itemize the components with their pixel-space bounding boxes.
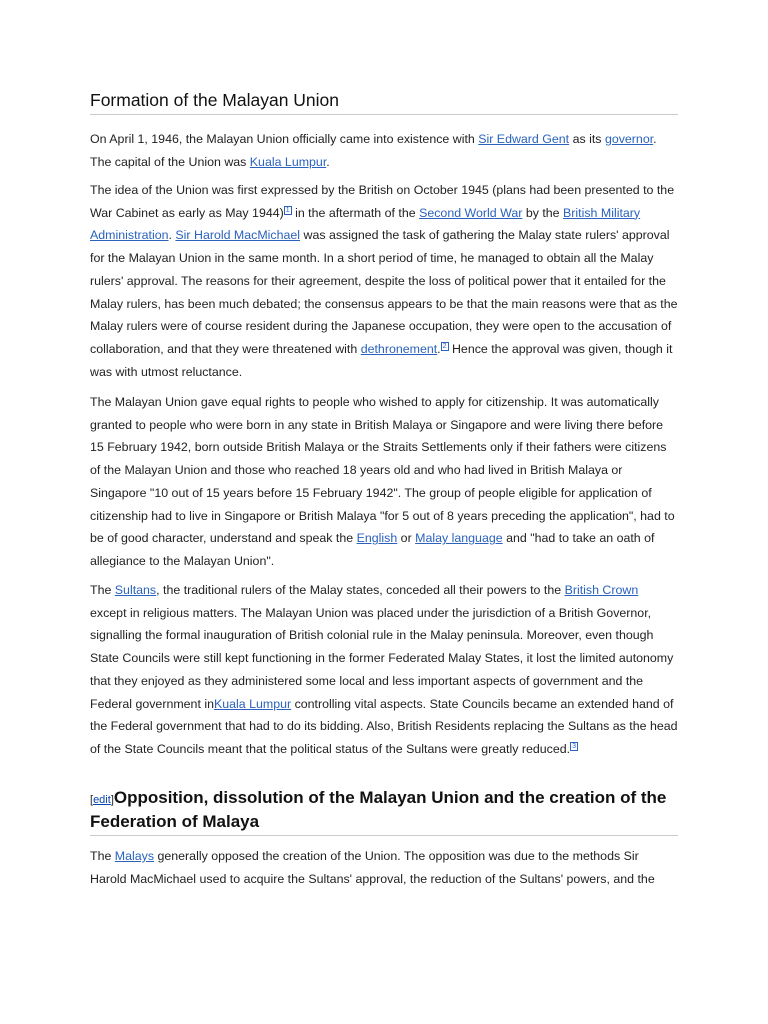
text: The <box>90 583 115 597</box>
link-kuala-lumpur[interactable]: Kuala Lumpur <box>249 154 327 169</box>
reference-3 <box>570 742 578 751</box>
link-kuala-lumpur-2[interactable]: Kuala Lumpur <box>213 696 292 711</box>
edit-link[interactable]: edit <box>93 794 111 806</box>
link-second-world-war[interactable]: Second World War <box>419 205 523 220</box>
link-sultans[interactable]: Sultans <box>114 583 157 597</box>
text: . <box>168 228 176 243</box>
text: as its <box>569 132 605 146</box>
text: . <box>326 154 330 169</box>
text: generally opposed the creation of the Union. The opposition was due to the methods Sir Harold MacMichael used to acquire the Sultans' approval, the reduction of the Sultans' powers, and the <box>90 849 655 886</box>
text: . The capital of the Union was <box>90 132 657 169</box>
paragraph-opposition-1 <box>90 845 678 890</box>
text: The <box>90 849 115 863</box>
reference-link-2[interactable]: 2 <box>442 342 447 350</box>
section-heading-opposition <box>90 787 678 836</box>
link-sir-harold-macmichael[interactable]: Sir Harold MacMichael <box>175 228 301 243</box>
text: except in religious matters. The Malayan Union was placed under the jurisdiction of a British Governor, signalling the formal inauguration of British colonial rule in the Malay peninsula. Moreover, even though State Councils were still kept functioning in the former Federated Malay States, it lost the limited autonomy that they enjoyed as they administered some local and less important aspects of government and the Federal government in <box>90 605 674 711</box>
text: , the traditional rulers of the Malay states, conceded all their powers to the <box>156 583 565 597</box>
text: or <box>397 531 416 546</box>
edit-bracket-open: [ <box>90 794 94 806</box>
link-sir-edward-gent[interactable]: Sir Edward Gent <box>478 132 570 146</box>
text: On April 1, 1946, the Malayan Union officially came into existence with <box>90 132 479 146</box>
edit-section <box>90 794 114 806</box>
paragraph-formation-1 <box>90 128 678 173</box>
reference-2 <box>441 342 449 351</box>
reference-link-1[interactable]: 1 <box>285 206 290 214</box>
text: Hence the approval was given, though it was with utmost reluctance. <box>90 341 673 379</box>
reference-1 <box>284 206 292 215</box>
section-heading-text: Opposition, dissolution of the Malayan Union and the creation of the Federation of Malaya <box>90 788 667 831</box>
link-english[interactable]: English <box>356 531 398 546</box>
text: controlling vital aspects. State Councils became an extended hand of the Federal government that had to do its bidding. Also, British Residents replacing the Sultans as the head of the State Councils meant that the political status of the Sultans were greatly reduced. <box>90 696 678 756</box>
text: in the aftermath of the <box>291 205 420 220</box>
edit-bracket-close: ] <box>110 794 114 806</box>
link-malay-language[interactable]: Malay language <box>415 531 503 546</box>
link-malays[interactable]: Malays <box>114 849 155 863</box>
text: . <box>437 341 441 356</box>
text: and "had to take an oath of allegiance to the Malayan Union". <box>90 531 655 568</box>
section-heading-formation: Formation of the Malayan Union <box>90 90 678 115</box>
paragraph-formation-3 <box>90 391 678 573</box>
text: The idea of the Union was first expressed by the British on October 1945 (plans had been presented to the War Cabinet as early as May 1944) <box>90 183 675 220</box>
paragraph-formation-4 <box>90 579 678 761</box>
link-dethronement[interactable]: dethronement <box>360 341 438 356</box>
reference-link-3[interactable]: 3 <box>572 742 576 750</box>
link-british-crown[interactable]: British Crown <box>564 583 639 597</box>
text: was assigned the task of gathering the Malay state rulers' approval for the Malayan Union in the same month. In a short period of time, he managed to obtain all the Malay rulers' approval. The reasons for their agreement, despite the loss of political power that it entailed for the Malay rulers, has been much debated; the consensus appears to be that the main reasons were that as the Malay rulers were of course resident during the Japanese occupation, they were open to the accusation of collaboration, and that they were threatened with <box>90 228 678 356</box>
text: by the <box>522 205 564 220</box>
link-british-military-administration[interactable]: British Military Administration <box>90 205 641 243</box>
text: The Malayan Union gave equal rights to people who wished to apply for citizenship. It was automatically granted to people who were born in any state in British Malaya or Singapore and were living there before 15 February 1942, born outside British Malaya or the Straits Settlements only if their fathers were citizens of the Malayan Union and those who reached 18 years old and who had lived in British Malaya or Singapore "10 out of 15 years before 15 February 1942". The group of people eligible for application of citizenship had to live in Singapore or British Malaya "for 5 out of 8 years preceding the application", had to be of good character, understand and speak the <box>90 395 675 546</box>
link-governor[interactable]: governor <box>604 132 654 146</box>
paragraph-formation-2 <box>90 179 678 383</box>
